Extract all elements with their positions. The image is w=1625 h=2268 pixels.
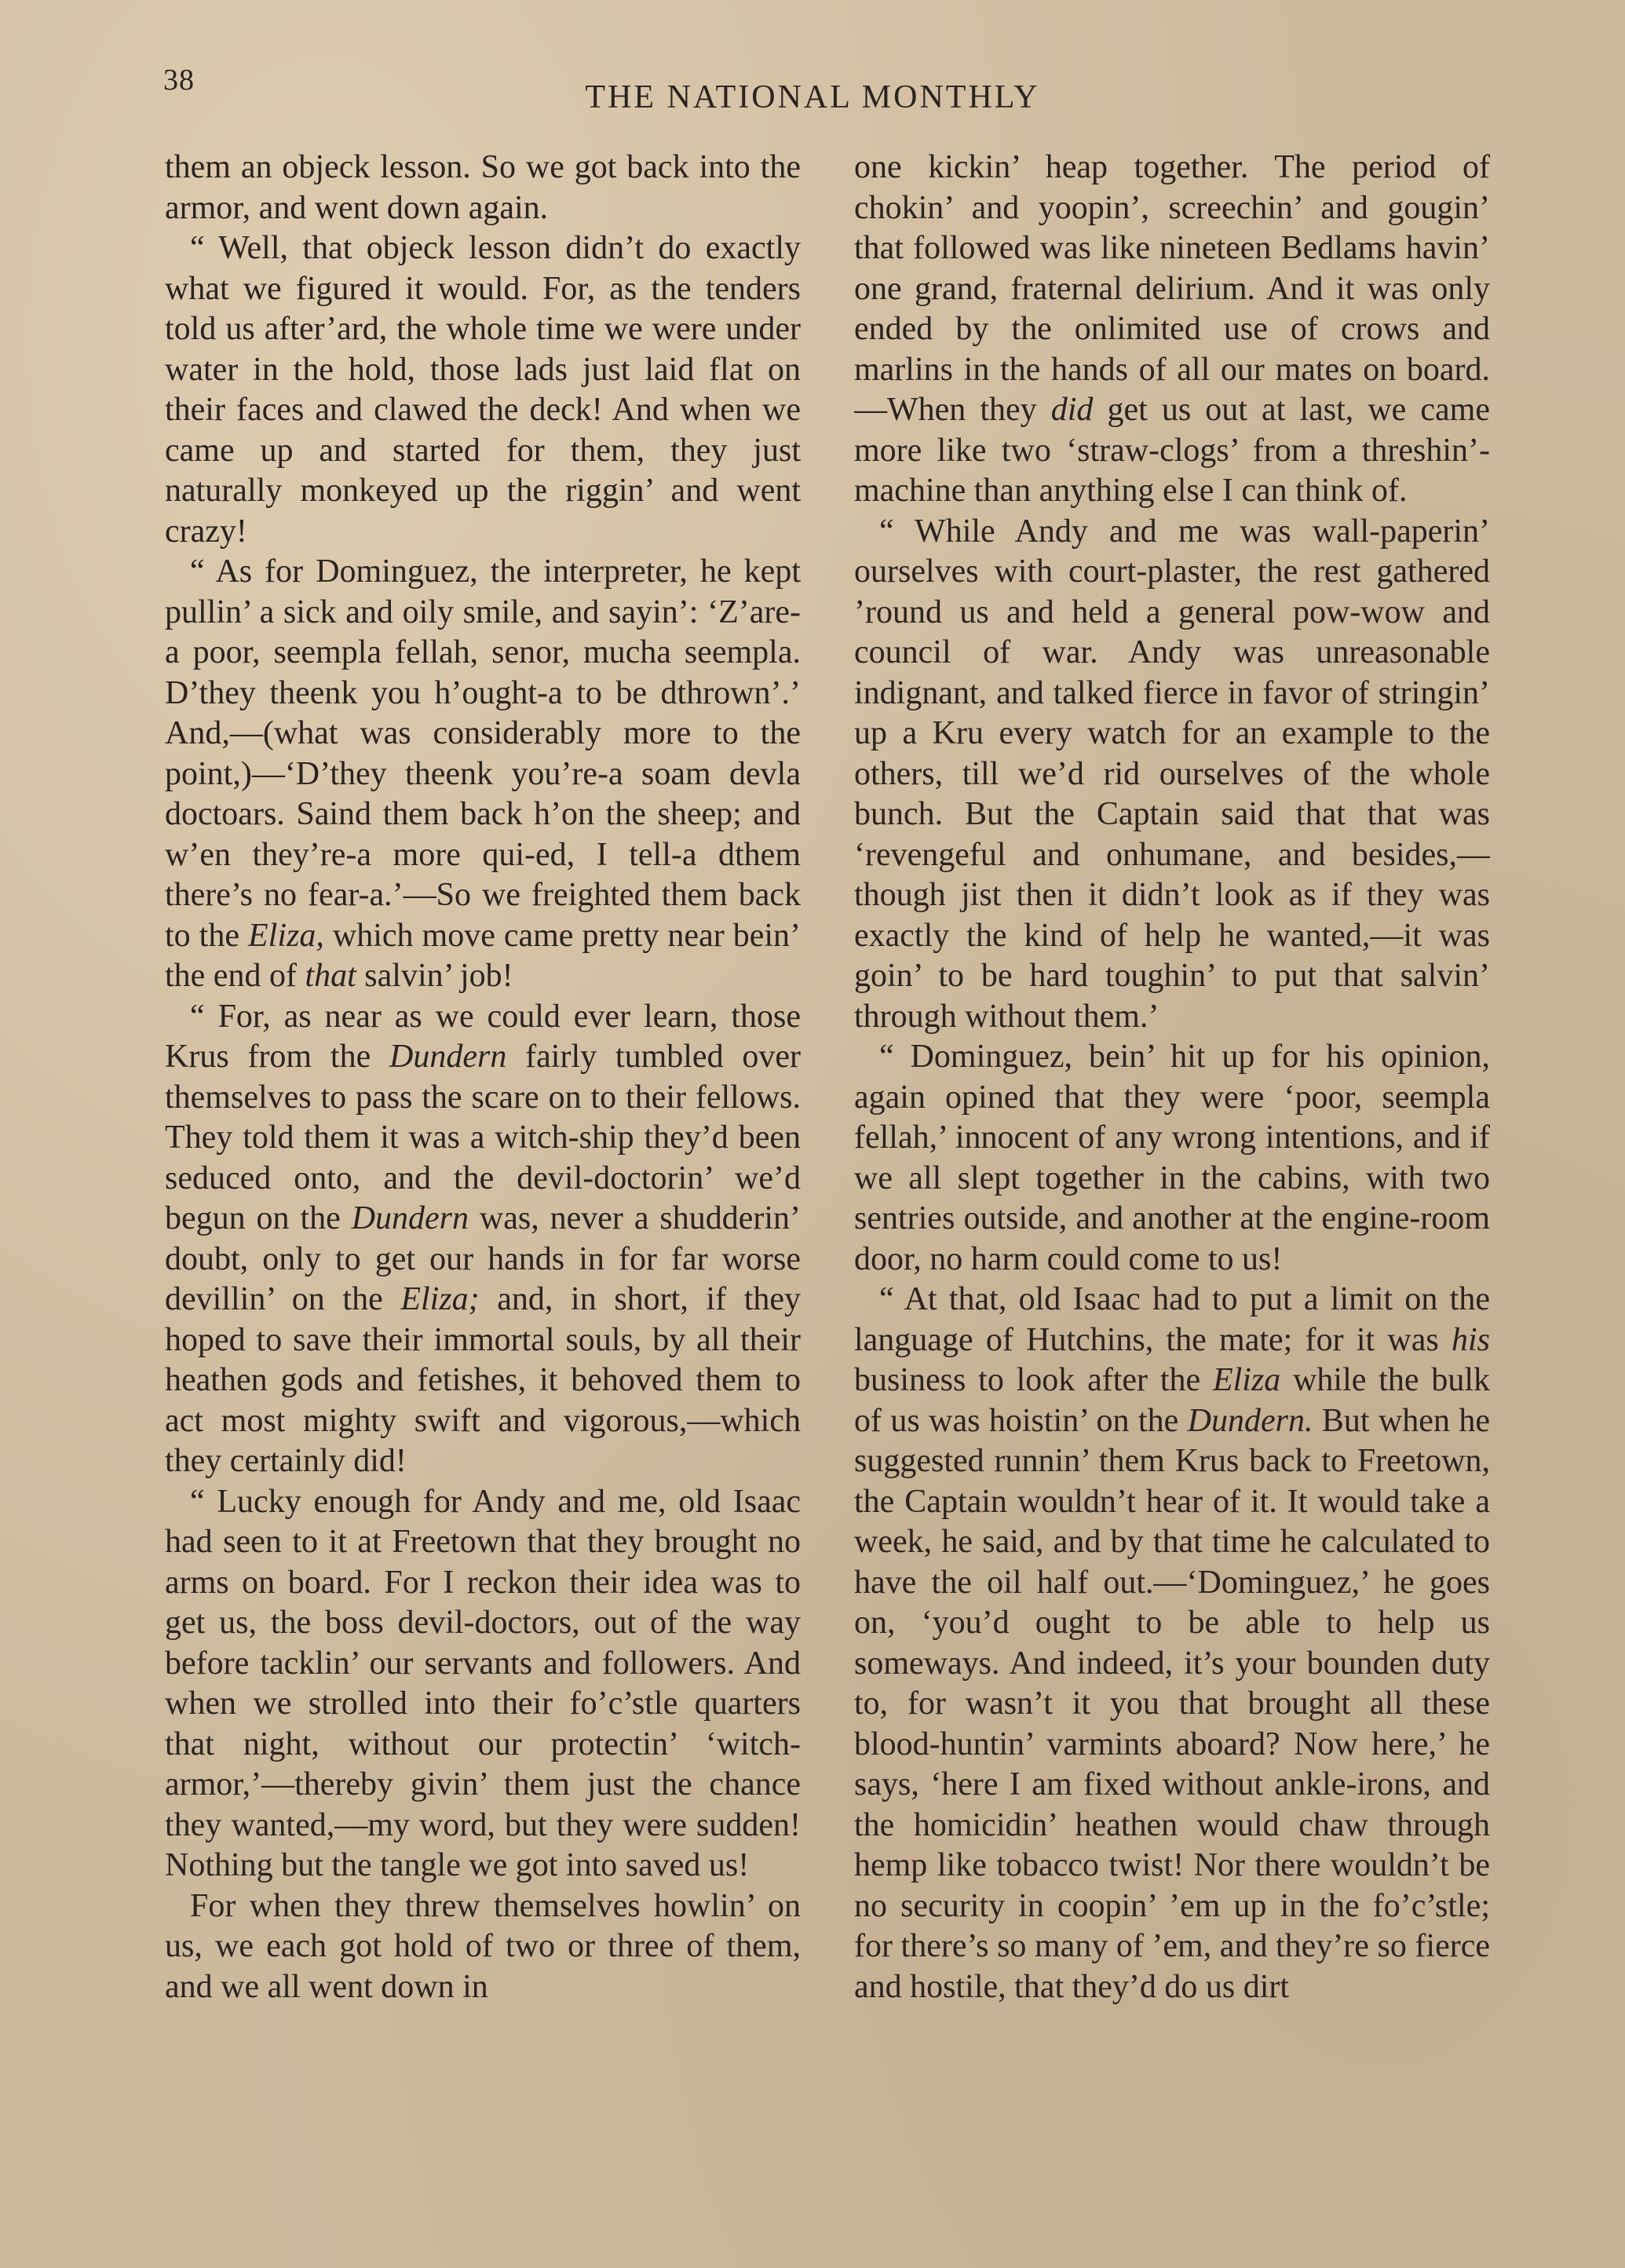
paragraph: “ Lucky enough for Andy and me, old Isaac had seen to it at Freetown that they brought no arms on board. For I reckon their idea was to get us, the boss devil-doctors, out of the way before tacklin’ our servants and followers. And when we strolled into their fo’c’stle quarters that night, without our protectin’ ‘witch-armor,’—thereby givin’ them just the chance they wanted,—my word, but they were sudden! Nothing but the tangle we got into saved us!	[165, 1483, 801, 1883]
paragraph: “ At that, old Isaac had to put a limit on the language of Hutchins, the mate; for it was his business to look after the Eliza while the bulk of us was hoistin’ on the Dundern. But when he suggested runnin’ them Krus back to Freetown, the Captain wouldn’t hear of it. It would take a week, he said, and by that time he calculated to have the oil half out.—‘Dominguez,’ he goes on, ‘you’d ought to be able to help us someways. And indeed, it’s your bounden duty to, for wasn’t it you that brought all these blood-huntin’ varmints aboard? Now here,’ he says, ‘here I am fixed without ankle-irons, and the homicidin’ heathen would chaw through hemp like tobacco twist! Nor there wouldn’t be no security in coopin’ ’em up in the fo’c’stle; for there’s so many of ’em, and they’re so fierce and hostile, that they’d do us dirt	[854, 1281, 1490, 2005]
paragraph: “ Well, that objeck lesson didn’t do exactly what we figured it would. For, as the tenders told us after’ard, the whole time we were under water in the hold, those lads just laid flat on their faces and clawed the deck! And when we came up and started for them, they just naturally monkeyed up the riggin’ and went crazy!	[165, 230, 801, 550]
paragraph: one kickin’ heap together. The period of chokin’ and yoopin’, screechin’ and gougin’ that followed was like nineteen Bedlams havin’ one grand, fraternal delirium. And it was only ended by the onlimited use of crows and marlins in the hands of all our mates on board.—When they did get us out at last, we came more like two ‘straw-clogs’ from a threshin’-machine than anything else I can think of.	[854, 149, 1490, 509]
running-title: THE NATIONAL MONTHLY	[585, 79, 1040, 115]
paragraph: them an objeck lesson. So we got back into the armor, and went down again.	[165, 149, 801, 226]
paragraph: “ For, as near as we could ever learn, those Krus from the Dundern fairly tumbled over themselves to pass the scare on to their fellows. They told them it was a witch-ship they’d been seduced onto, and the devil-doctorin’ we’d begun on the Dundern was, never a shudderin’ doubt, only to get our hands in for far worse devillin’ on the Eliza; and, in short, if they hoped to save their immortal souls, by all their heathen gods and fetishes, it behoved them to act most mighty swift and vigorous,—which they certainly did!	[165, 998, 801, 1479]
paragraph: “ Dominguez, bein’ hit up for his opinion, again opined that they were ‘poor, seempla fellah,’ innocent of any wrong intentions, and if we all slept together in the cabins, with two sentries outside, and another at the engine-room door, no harm could come to us!	[854, 1039, 1490, 1277]
paragraph: “ While Andy and me was wall-paperin’ ourselves with court-plaster, the rest gathered ’round us and held a general pow-wow and council of war. Andy was unreasonable indignant, and talked fierce in favor of stringin’ up a Kru every watch for an example to the others, till we’d rid ourselves of the whole bunch. But the Captain said that that was ‘revengeful and onhumane, and besides,—though jist then it didn’t look as if they was exactly the kind of help he wanted,—it was goin’ to be hard toughin’ to put that salvin’ through without them.’	[854, 513, 1490, 1035]
page-number: 38	[163, 64, 195, 97]
right-column	[854, 148, 1490, 2157]
paragraph: For when they threw themselves howlin’ on us, we each got hold of two or three of them, and we all went down in	[165, 1887, 801, 2005]
left-column	[165, 148, 801, 2157]
paragraph: “ As for Dominguez, the interpreter, he kept pullin’ a sick and oily smile, and sayin’: ‘Z’are-a poor, seempla fellah, senor, mucha seempla. D’they theenk you h’ought-a to be dthrown’.’ And,—(what was considerably more to the point,)—‘D’they theenk you’re-a soam devla doctoars. Saind them back h’on the sheep; and w’en they’re-a more qui-ed, I tell-a dthem there’s no fear-a.’—So we freighted them back to the Eliza, which move came pretty near bein’ the end of that salvin’ job!	[165, 553, 801, 994]
